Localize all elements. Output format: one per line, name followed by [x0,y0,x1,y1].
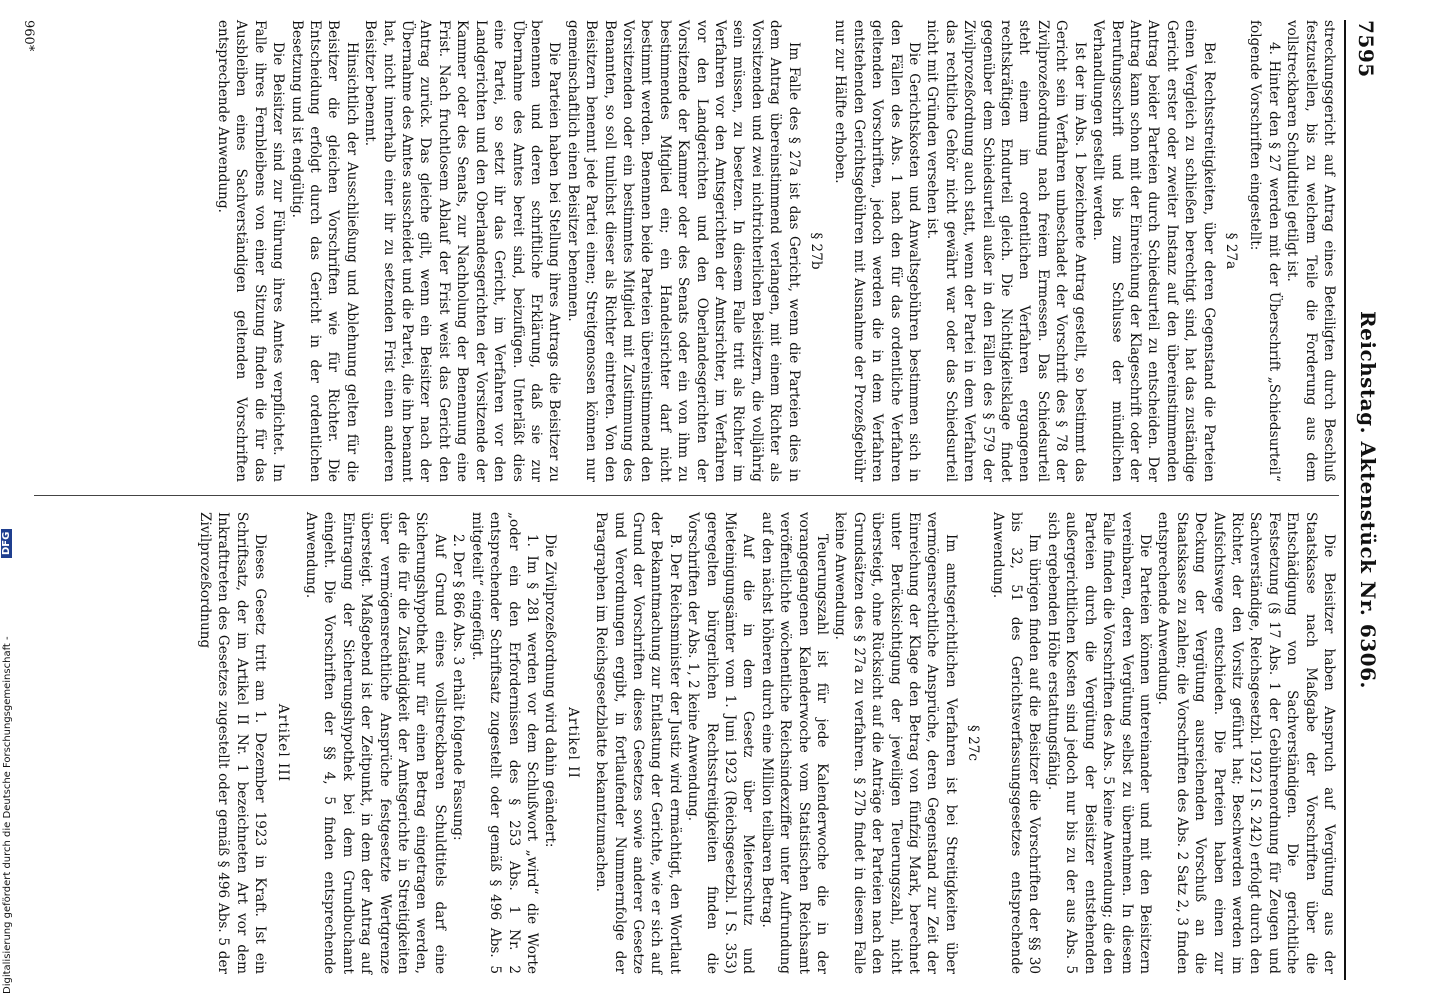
sheet-signature: 960* [21,20,36,52]
paragraph: Teuerungszahl ist für jede Kalenderwoche die in der vorangegangenen Kalenderwoche vom Statistischen Reichsamt veröffentlichte wöchentliche Reichsindexziffer unter Aufrundung auf den nächst höheren durch eine Million teilbaren Betrag. [758,512,831,974]
paragraph: Die Gerichtskosten und Anwaltsgebühren bestimmen sich in den Fällen des Abs. 1 nach den für das ordentliche Verfahren geltenden Vorschriften, jedoch werden die in dem Verfahren entstehenden Gerichtsgebühren mit Ausnahme der Prozeßgebühr nur zur Hälfte erhoben. [832,20,923,482]
paragraph: Dieses Gesetz tritt am 1. Dezember 1923 in Kraft. Ist ein Schriftsatz, der im Artikel II Nr. 1 bezeichneten Art vor dem Inkrafttreten des Gesetzes zugestellt oder gemäß § 496 Abs. 5 der Zivilprozeßordnung [197,512,269,974]
article-heading: Artikel III [274,703,291,783]
paragraph: Im Falle des § 27a ist das Gericht, wenn die Parteien dies in dem Antrag übereinstimmend verlangen, mit einem Richter als Vorsitzenden und zwei nichtrichterlichen Beisitzern, die volljährig sein müssen, zu besetzen. In diesem Falle tritt als Richter im Verfahren vor den Amtsgerichten der Amtsrichter, im Verfahren vor den Landgerichten und den Oberlandesgerichten der Vorsitzende der Kammer oder des Senats oder ein von ihm zu bestimmendes Mitglied ein; ein Handelsrichter darf nicht bestimmt werden. Benennen beide Parteien übereinstimmend den Vorsitzenden oder ein bestimmtes Mitglied mit Zustimmung des Benannten, so soll tunlichst dieser als Richter eintreten. Von den Beisitzern benennt jede Partei einen; Streitgenossen können nur gemeinschaftlich einen Beisitzer benennen. [564,20,802,482]
page-number: 7595 [1354,20,1378,78]
paragraph: 1. Im § 281 werden vor dem Schlußwort „wird“ die Worte „oder ein den Erfordernissen des § 253 Abs. 1 Nr. 2 entsprechender Schriftsatz zugestellt oder gemäß § 496 Abs. 5 mitgeteilt“ eingefügt. [468,512,540,974]
left-column [214,20,1338,482]
paragraph: Die Beisitzer haben Anspruch auf Vergütung aus der Staatskasse nach Maßgabe der Vorschriften über die Entschädigung von Sachverständigen. Die gerichtliche Festsetzung (§ 17 Abs. 1 der Gebührenordnung für Zeugen und Sachverständige, Reichsgesetzbl. 1922 I S. 242) erfolgt durch den Richter, der den Vorsitz geführt hat; Beschwerden werden im Aufsichtswege entschieden. Die Parteien haben einen zur Deckung der Vergütung ausreichenden Vorschuß an die Staatskasse zu zahlen; die Vorschriften des Abs. 2 Satz 2, 3 finden entsprechende Anwendung. [1155,512,1337,974]
paragraph: Ist der im Abs. 1 bezeichnete Antrag gestellt, so bestimmt das Gericht sein Verfahren unbeschadet der Vorschrift des § 78 der Zivilprozeßordnung nach freiem Ermessen. Das Schiedsurteil steht einem im ordentlichen Verfahren ergangenen rechtskräftigen Endurteil gleich. Die Nichtigkeitsklage findet gegenüber dem Schiedsurteil außer in den Fällen des § 579 der Zivilprozeßordnung auch statt, wenn der Partei in dem Verfahren das rechtliche Gehör nicht gewährt war oder das Schiedsurteil nicht mit Gründen versehen ist. [924,20,1088,482]
paragraph: B. Der Reichsminister der Justiz wird ermächtigt, den Wortlaut der Bekanntmachung zur Entlastung der Gerichte, wie er sich auf Grund der Vorschriften dieses Gesetzes sowie anderer Gesetze und Verordnungen ergibt, in fortlaufender Nummernfolge der Paragraphen im Reichsgesetzblatte bekanntzumachen. [593,512,683,974]
paragraph: Auf die in dem Gesetz über Mieterschutz und Mieteinigungsämter vom 1. Juni 1923 (Reichsgesetzbl. I S. 353) geregelten bürgerlichen Rechtsstreitigkeiten finden die Vorschriften der Abs. 1, 2 keine Anwendung. [685,512,757,974]
dfg-logo: DFG [1,529,12,558]
paragraph: Bei Rechtsstreitigkeiten, über deren Gegenstand die Parteien einen Vergleich zu schließen berechtigt sind, hat das zuständige Gericht erster oder zweiter Instanz auf den übereinstimmenden Antrag beider Parteien durch Schiedsurteil zu entscheiden. Der Antrag kann schon mit der Einreichung der Klageschrift oder der Berufungsschrift und bis zum Schlusse der mündlichen Verhandlungen gestellt werden. [1090,20,1217,482]
funding-text: Digitalisierung gefördert durch die Deutsche Forschungsgemeinschaft - [2,636,13,994]
header-rule [1344,20,1346,980]
section-heading: § 27a [1222,232,1239,270]
section-heading: § 27b [808,232,825,270]
right-column [196,512,1338,974]
paragraph: 4. Hinter den § 27 werden mit der Überschrift „Schiedsurteil“ folgende Vorschriften eingestellt: [1247,20,1282,482]
paragraph: Die Parteien haben bei Stellung ihres Antrags die Beisitzer zu benennen und deren schriftliche Erklärung, daß sie zur Übernahme des Amtes bereit sind, beizufügen. Unterläßt dies eine Partei, so setzt ihr das Gericht, im Verfahren vor den Landgerichten und den Oberlandesgerichten der Vorsitzende der Kammer oder des Senats, zur Nachholung der Benennung eine Frist. Nach fruchtlosem Ablauf der Frist weist das Gericht den Antrag zurück. Das gleiche gilt, wenn ein Beisitzer nach der Übernahme des Amtes ausscheidet und die Partei, die ihn benannt hat, nicht innerhalb einer ihr zu setzenden Frist einen anderen Beisitzer benennt. [362,20,563,482]
funding-note [0,0,16,1000]
paragraph: 2. Der § 866 Abs. 3 erhält folgende Fassung: [450,534,467,841]
page-title: Reichstag. Aktenstück Nr. 6306. [1356,311,1380,689]
paragraph: Im amtsgerichtlichen Verfahren ist bei Streitigkeiten über vermögensrechtliche Ansprüche, deren Gegenstand zur Zeit der Einreichung der Klage den Betrag von fünfzig Mark, berechnet unter Berücksichtigung der jeweiligen Teuerungszahl, nicht übersteigt, ohne Rücksicht auf die Anträge der Parteien nach den Grundsätzen des § 27a zu verfahren. § 27b findet in diesem Falle keine Anwendung. [832,512,959,974]
section-heading: § 27c [965,724,982,762]
paragraph: streckungsgericht auf Antrag eines Beteiligten durch Beschluß festzustellen, bis zu welchem Teile die Forderung aus dem vollstreckbaren Schuldtitel getilgt ist. [1284,20,1337,482]
paragraph: Hinsichtlich der Ausschließung und Ablehnung gelten für die Beisitzer die gleichen Vorschriften wie für Richter. Die Entscheidung erfolgt durch das Gericht in der ordentlichen Besetzung und ist endgültig. [288,20,360,482]
paragraph: Die Parteien können untereinander und mit den Beisitzern vereinbaren, deren Vergütung selbst zu übernehmen. In diesem Falle finden die Vorschriften des Abs. 5 keine Anwendung; die den Parteien durch die Vergütung der Beisitzer entstehenden außergerichtlichen Kosten sind jedoch nur bis zu der aus Abs. 5 sich ergebenden Höhe erstattungsfähig. [1044,512,1153,974]
article-heading: Artikel II [564,707,581,779]
funding-rotator [0,0,16,1000]
paragraph: Im übrigen finden auf die Beisitzer die Vorschriften der §§ 30 bis 32, 51 des Gerichtsverfassungsgesetzes entsprechende Anwendung. [989,512,1043,974]
paragraph: Die Beisitzer sind zur Führung ihres Amtes verpflichtet. Im Falle ihres Fernbleibens von einer Sitzung finden die für das Ausbleiben eines Sachverständigen geltenden Vorschriften entsprechende Anwendung. [215,20,287,482]
paragraph: Die Zivilprozeßordnung wird dahin geändert: [542,534,559,848]
paragraph: Auf Grund eines vollstreckbaren Schuldtitels darf eine Sicherungshypothek nur für einen Betrag eingetragen werden, der die für die Zuständigkeit der Amtsgerichte in Streitigkeiten über vermögensrechtliche Ansprüche festgesetzte Wertgrenze übersteigt. Maßgebend ist der Zeitpunkt, in dem der Antrag auf Eintragung der Sicherungshypothek bei dem Grundbuchamt eingeht. Die Vorschriften der §§ 4, 5 finden entsprechende Anwendung. [303,512,448,974]
page-header [1352,20,1382,980]
column-divider [34,495,1339,496]
